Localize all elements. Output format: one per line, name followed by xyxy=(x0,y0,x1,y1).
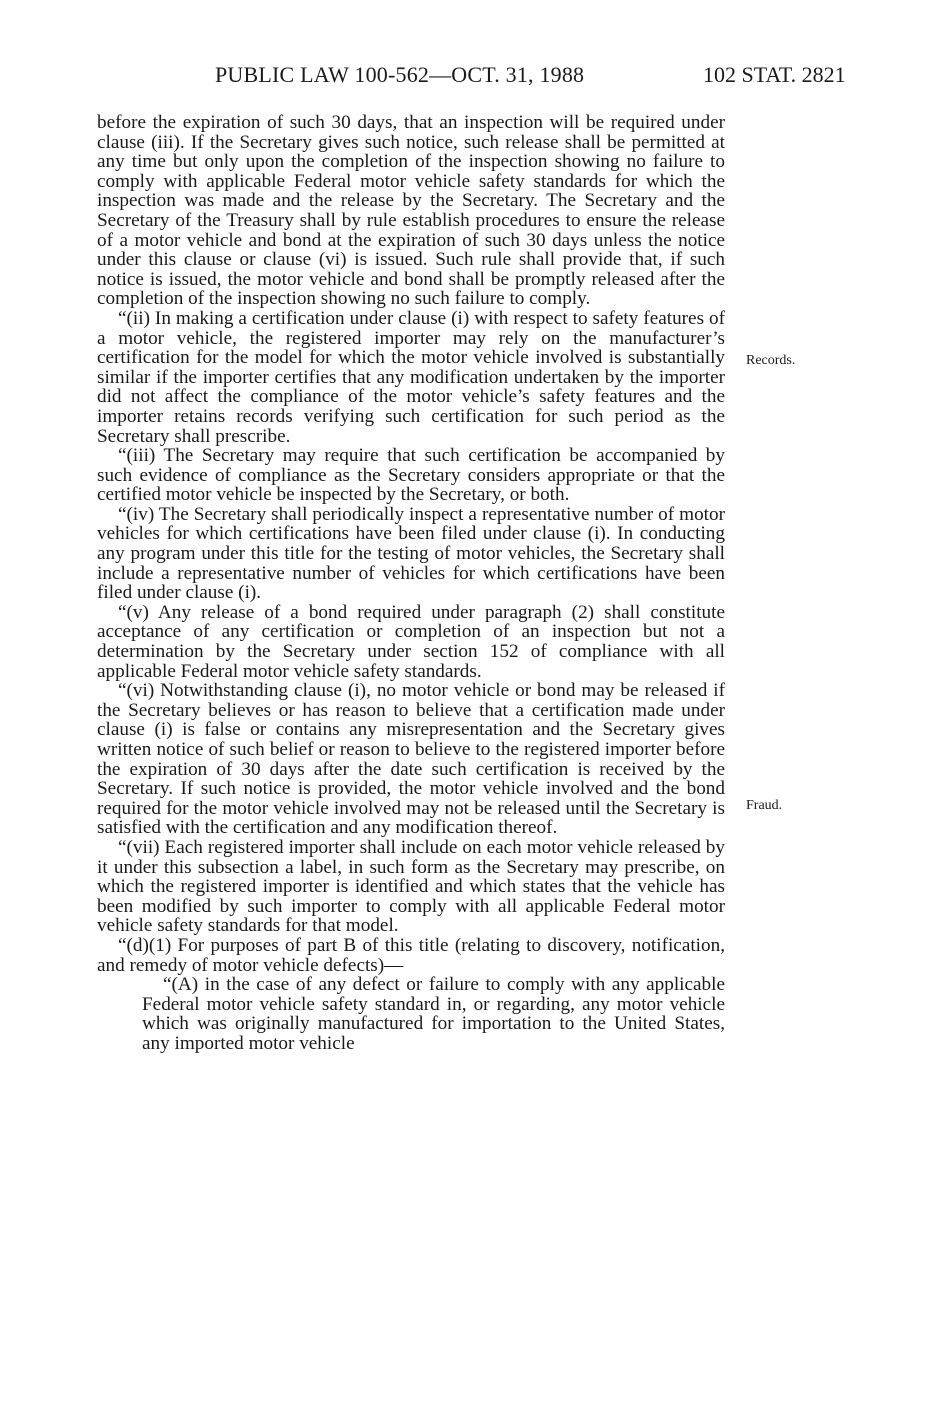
margin-note-records: Records. xyxy=(746,353,796,368)
subsection-d-1: “(d)(1) For purposes of part B of this title (relating to discovery, notification, and remedy of motor vehicle defects)— xyxy=(97,934,725,976)
clause-vii: “(vii) Each registered importer shall include on each motor vehicle released by it under this subsection a label, in such form as the Secretary may prescribe, on which the registered importer is identified and which states that the vehicle has been modified by such importer to comply with all applicable Federal motor vehicle safety standards for that model. xyxy=(97,836,725,937)
clause-v: “(v) Any release of a bond required under paragraph (2) shall constitute acceptance of any certification or completion of an inspection but not a determination by the Secretary under section 152 of compliance with all applicable Federal motor vehicle safety standards. xyxy=(97,601,725,682)
margin-note-fraud: Fraud. xyxy=(746,798,783,813)
subparagraph-a: “(A) in the case of any defect or failure to comply with any applicable Federal motor vehicle safety standard in, or regarding, any motor vehicle which was originally manufactured for importation to the United States, any imported motor vehicle xyxy=(142,974,725,1054)
clause-iii: “(iii) The Secretary may require that such certification be accompanied by such evidence of compliance as the Secretary considers appropriate or that the certified motor vehicle be inspected by the Secretary, or both. xyxy=(97,445,725,506)
page-header-title: PUBLIC LAW 100-562—OCT. 31, 1988 xyxy=(215,62,585,87)
clause-vi: “(vi) Notwithstanding clause (i), no motor vehicle or bond may be released if the Secretary believes or has reason to believe that a certification made under clause (i) is false or contains any misrepresentation and the Secretary gives written notice of such belief or reason to believe to the registered importer before the expiration of 30 days after the date such certification is received by the Secretary. If such notice is provided, the motor vehicle involved and the bond required for the motor vehicle involved may not be released until the Secretary is satisfied with the certification and any modification thereof. xyxy=(97,680,725,839)
statute-body xyxy=(97,113,725,1054)
page-header-stat-number: 102 STAT. 2821 xyxy=(703,62,846,87)
paragraph-continuation: before the expiration of such 30 days, that an inspection will be required under clause (iii). If the Secretary gives such notice, such release shall be permitted at any time but only upon the completion of the inspection showing no failure to comply with applicable Federal motor vehicle safety standards for which the inspection was made and the release by the Secretary. The Secretary and the Secretary of the Treasury shall by rule establish procedures to ensure the release of a motor vehicle and bond at the expiration of such 30 days unless the notice under this clause or clause (vi) is issued. Such rule shall provide that, if such notice is issued, the motor vehicle and bond shall be promptly released after the completion of the inspection showing no such failure to comply. xyxy=(97,112,725,310)
clause-iv: “(iv) The Secretary shall periodically inspect a representative number of motor vehicles for which certifications have been filed under clause (i). In conducting any program under this title for the testing of motor vehicles, the Secretary shall include a representative number of vehicles for which certifications have been filed under clause (i). xyxy=(97,503,725,604)
clause-ii: “(ii) In making a certification under clause (i) with respect to safety features of a motor vehicle, the registered importer may rely on the manufacturer’s certification for the model for which the motor vehicle involved is substantially similar if the importer certifies that any modification undertaken by the importer did not affect the compliance of the motor vehicle’s safety features and the importer retains records verifying such certification for such period as the Secretary shall prescribe. xyxy=(97,307,725,447)
running-head xyxy=(0,62,948,92)
